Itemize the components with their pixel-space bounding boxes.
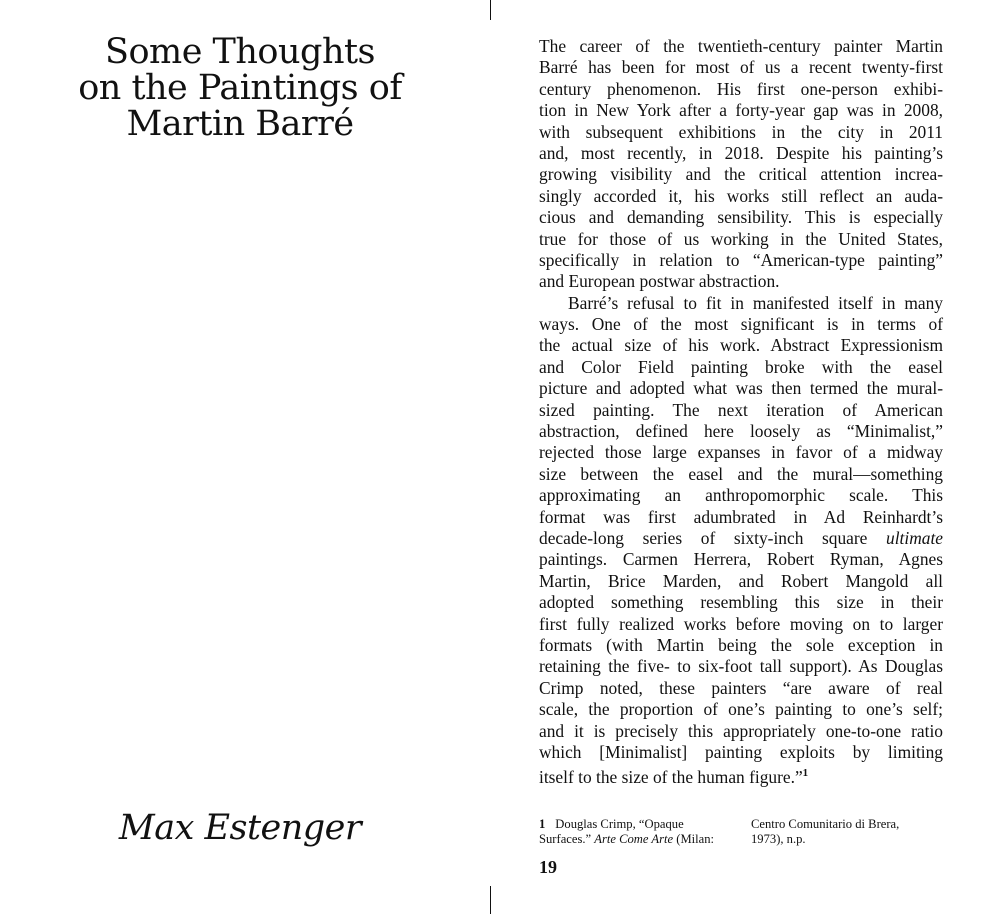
text-line: format was first adumbrated in Ad Reinhardt’s [539, 506, 943, 527]
text-line: true for those of us working in the United States, [539, 228, 943, 249]
essay-body [539, 36, 943, 788]
footnote-line: Centro Comunitario di Brera, [751, 817, 900, 831]
text-line: and European postwar abstraction. [539, 271, 780, 292]
text-line: Barré’s refusal to fit in manifested itself in many [568, 292, 943, 313]
text-line: Barré has been for most of us a recent twenty-first [539, 57, 943, 78]
text-line: formats (with Martin being the sole exception in [539, 634, 943, 655]
footnote-column-left [539, 817, 744, 847]
footnote-text: Surfaces.” [539, 832, 592, 846]
title-line: Martin Barré [126, 104, 354, 144]
text-line: specifically in relation to “American-type painting” [539, 249, 943, 270]
text-line: Crimp noted, these painters “are aware of real [539, 677, 943, 698]
text-line: approximating an anthropomorphic scale. This [539, 485, 943, 506]
footnote-italic-title: Arte Come Arte [594, 832, 674, 846]
footnote-number: 1 [539, 817, 546, 831]
text-line: and Color Field painting broke with the easel [539, 356, 943, 377]
text-line: retaining the five- to six-foot tall support). As Douglas [539, 656, 943, 677]
text-line: singly accorded it, his works still reflect an auda- [539, 185, 943, 206]
left-page [0, 0, 490, 914]
text-line: picture and adopted what was then termed the mural- [539, 378, 943, 399]
text-line: and, most recently, in 2018. Despite his painting’s [539, 142, 943, 163]
title-line: on the Paintings of [78, 68, 402, 108]
footnote-line [539, 832, 744, 847]
text-line-with-italic [539, 528, 943, 549]
italic-term: ultimate [886, 527, 943, 548]
footnote-text: (Milan: [676, 832, 715, 846]
text-line: which [Minimalist] painting exploits by limiting [539, 741, 943, 762]
page-title [40, 34, 440, 142]
footnote-line [539, 817, 744, 832]
text-line: adopted something resembling this size in their [539, 592, 943, 613]
text-line: The career of the twentieth-century painter Martin [539, 36, 943, 56]
text-line: the actual size of his work. Abstract Expressionism [539, 335, 943, 356]
text-line: rejected those large expanses in favor of a midway [539, 442, 943, 463]
text-line: ways. One of the most significant is in terms of [539, 314, 943, 335]
text-line-with-footnote [539, 763, 943, 788]
text-line: paintings. Carmen Herrera, Robert Ryman, Agnes [539, 549, 943, 570]
page-number: 19 [539, 857, 557, 877]
footnote-line: 1973), n.p. [751, 832, 806, 846]
footnote-marker[interactable]: 1 [802, 767, 809, 780]
text-line: and it is precisely this appropriately one-to-one ratio [539, 720, 943, 741]
text-line: scale, the proportion of one’s painting to one’s self; [539, 699, 943, 720]
text-line: abstraction, defined here loosely as “Minimalist,” [539, 421, 943, 442]
footnote-column-right [751, 817, 941, 847]
text-line: sized painting. The next iteration of American [539, 399, 943, 420]
text-line: growing visibility and the critical attention increa- [539, 164, 943, 185]
text-line: size between the easel and the mural—something [539, 463, 943, 484]
text-line: cious and demanding sensibility. This is especially [539, 207, 943, 228]
text-segment: decade-long series of sixty-inch square [539, 527, 868, 548]
footnote-text: Douglas Crimp, “Opaque [555, 817, 684, 831]
title-line: Some Thoughts [104, 32, 376, 72]
text-line: Martin, Brice Marden, and Robert Mangold all [539, 570, 943, 591]
author-name: Max Estenger [118, 808, 362, 848]
text-line: with subsequent exhibitions in the city in 2011 [539, 121, 943, 142]
text-segment: itself to the size of the human figure.” [539, 767, 803, 788]
text-line: century phenomenon. His first one-person exhibi- [539, 78, 943, 99]
text-line: first fully realized works before moving on to larger [539, 613, 943, 634]
text-line: tion in New York after a forty-year gap was in 2008, [539, 100, 943, 121]
right-page [491, 0, 981, 914]
